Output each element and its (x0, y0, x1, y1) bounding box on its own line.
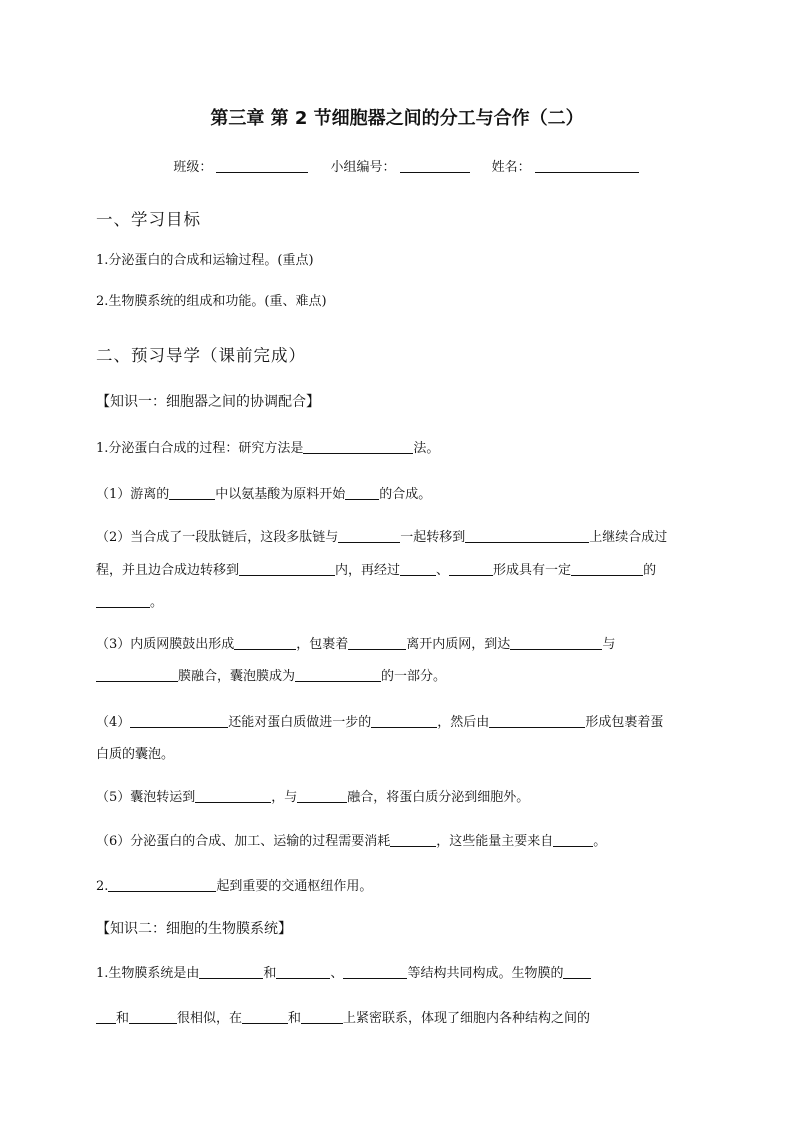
answer-blank[interactable] (563, 964, 591, 979)
knowledge-heading-1: 【知识一：细胞器之间的协调配合】 (96, 394, 320, 410)
answer-blank[interactable] (348, 635, 406, 650)
answer-blank[interactable] (489, 713, 585, 728)
class-blank[interactable] (216, 158, 308, 173)
question-line: 白质的囊泡。 (96, 747, 175, 762)
answer-blank[interactable] (96, 667, 178, 682)
question-line: （5）囊泡转运到 ，与 融合，将蛋白质分泌到细胞外。 (96, 790, 530, 805)
info-row (0, 156, 794, 175)
answer-blank[interactable] (371, 713, 437, 728)
answer-blank[interactable] (199, 964, 263, 979)
answer-blank[interactable] (195, 788, 271, 803)
answer-blank[interactable] (449, 561, 493, 576)
answer-blank[interactable] (510, 635, 602, 650)
question-line: 2. 起到重要的交通枢纽作用。 (96, 879, 373, 894)
name-label: 姓名： (491, 160, 531, 175)
answer-blank[interactable] (234, 635, 296, 650)
answer-blank[interactable] (242, 1009, 288, 1024)
question-line: （6）分泌蛋白的合成、加工、运输的过程需要消耗 ，这些能量主要来自 。 (96, 834, 607, 849)
answer-blank[interactable] (96, 1009, 116, 1024)
answer-blank[interactable] (303, 439, 413, 454)
answer-blank[interactable] (553, 832, 593, 847)
group-blank[interactable] (400, 158, 470, 173)
answer-blank[interactable] (301, 1009, 343, 1024)
question-line: （4） 还能对蛋白质做进一步的 ，然后由 形成包裹着蛋 (96, 715, 664, 730)
answer-blank[interactable] (96, 593, 150, 608)
question-line: （3）内质网膜鼓出形成 ，包裹着 离开内质网，到达 与 (96, 637, 616, 652)
name-blank[interactable] (535, 158, 639, 173)
answer-blank[interactable] (130, 713, 228, 728)
goal-item-2: 2.生物膜系统的组成和功能。(重、难点) (96, 294, 327, 309)
answer-blank[interactable] (343, 964, 407, 979)
goal-item-1: 1.分泌蛋白的合成和运输过程。(重点) (96, 253, 314, 268)
answer-blank[interactable] (297, 788, 347, 803)
group-label: 小组编号： (330, 160, 396, 175)
section-heading-goals: 一、学习目标 (96, 210, 201, 229)
section-heading-preview: 二、预习导学（课前完成） (96, 346, 306, 365)
knowledge-heading-2: 【知识二：细胞的生物膜系统】 (96, 921, 292, 937)
question-line: （2）当合成了一段肽链后，这段多肽链与 一起转移到 上继续合成过 (96, 530, 668, 545)
question-line: 。 (96, 591, 163, 610)
answer-blank[interactable] (129, 1009, 177, 1024)
answer-blank[interactable] (295, 667, 381, 682)
answer-blank[interactable] (338, 528, 400, 543)
answer-blank[interactable] (108, 877, 216, 892)
answer-blank[interactable] (571, 561, 643, 576)
answer-blank[interactable] (390, 832, 436, 847)
answer-blank[interactable] (239, 561, 335, 576)
class-label: 班级： (173, 160, 213, 175)
question-line: 1.分泌蛋白合成的过程：研究方法是 法。 (96, 441, 440, 456)
question-line: 和 很相似，在 和 上紧密联系，体现了细胞内各种结构之间的 (96, 1007, 590, 1026)
question-line: 1.生物膜系统是由 和 、 等结构共同构成。生物膜的 (96, 962, 591, 981)
answer-blank[interactable] (345, 485, 379, 500)
question-line: （1）游离的 中以氨基酸为原料开始 的合成。 (96, 487, 432, 502)
answer-blank[interactable] (169, 485, 215, 500)
page-title: 第三章 第 2 节细胞器之间的分工与合作（二） (210, 108, 584, 129)
question-line: 程，并且边合成边转移到 内，再经过 、 形成具有一定 的 (96, 563, 657, 578)
answer-blank[interactable] (400, 561, 436, 576)
answer-blank[interactable] (276, 964, 330, 979)
question-line: 膜融合，囊泡膜成为 的一部分。 (96, 665, 446, 684)
answer-blank[interactable] (465, 528, 589, 543)
